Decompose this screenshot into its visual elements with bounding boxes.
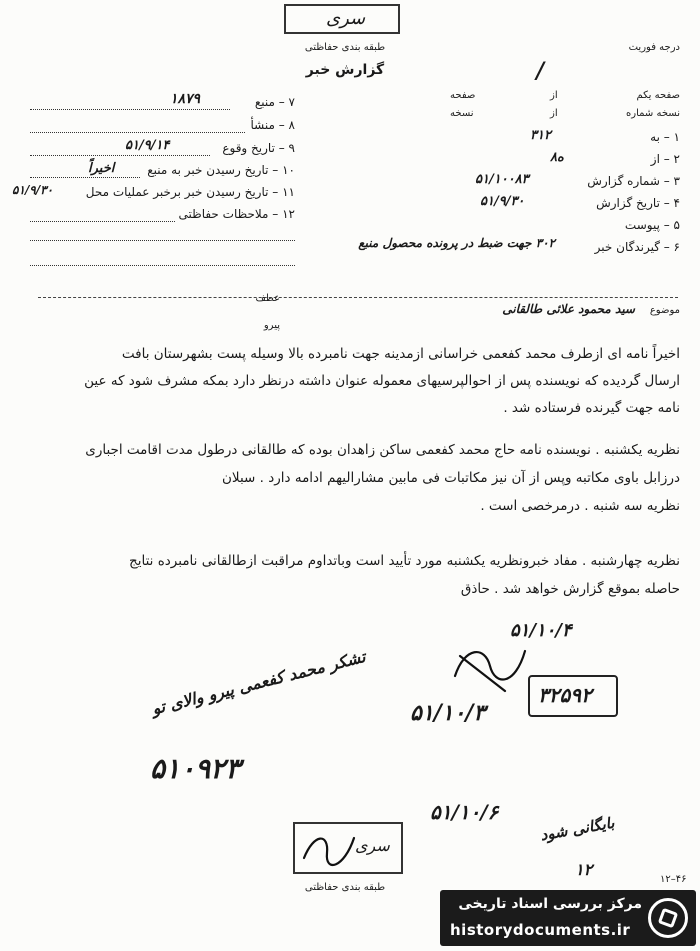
report-number-value: ۵۱/۱۰۰۸۳ bbox=[475, 172, 529, 187]
subject-label: موضوع bbox=[649, 305, 680, 316]
field-received-source-line bbox=[30, 177, 140, 178]
field-event-date-label: ۹ – تاریخ وقوع bbox=[222, 141, 295, 155]
field-security-notes-line bbox=[30, 221, 175, 222]
field-received-ops-value: ۵۱/۹/۳۰ bbox=[12, 183, 53, 197]
body-line-2: ارسال گردیده که نویسنده پس از احوالپرسیهای معموله عنوان داشته درنظر دارد بمکه مشرف شود که عین bbox=[84, 373, 680, 389]
field-received-source-label: ۱۰ – تاریخ رسیدن خبر به منبع bbox=[147, 163, 295, 177]
body-line-6: نظریه سه شنبه . درمرخصی است . bbox=[480, 498, 680, 514]
field-origin-line bbox=[30, 132, 245, 133]
body-line-5: درزابل باوی مکاتبه وپس از آن نیز مکاتبات فی مابین مشارالیهم ادامه دارد . سبلان bbox=[222, 470, 680, 486]
page-code: ۱۲–۴۶ bbox=[660, 874, 687, 885]
priority-label: درجه فوریت bbox=[628, 42, 680, 53]
attachment-label: ۵ – پیوست bbox=[624, 218, 680, 232]
field-source-value: ۱۸۷۹ bbox=[170, 91, 201, 107]
to-label: ۱ – به bbox=[650, 130, 680, 144]
from-label: ۲ – از bbox=[650, 152, 680, 166]
classification-label: طبقه بندی حفاظتی bbox=[304, 42, 386, 53]
field-source-line bbox=[30, 109, 230, 110]
body-line-1: اخیراً نامه ای ازطرف محمد کفعمی خراسانی ازمدینه جهت نامبرده بالا وسیله پست بشهرستان بافت bbox=[121, 346, 680, 362]
bottom-classification-stamp bbox=[293, 822, 403, 874]
copy-of: از bbox=[550, 108, 558, 119]
field-source-label: ۷ – منبع bbox=[254, 95, 295, 109]
field-security-notes-label: ۱۲ – ملاحظات حفاظتی bbox=[178, 207, 295, 221]
section-divider bbox=[38, 297, 678, 298]
watermark-url: historydocuments.ir bbox=[450, 921, 631, 939]
page-label: صفحه یکم bbox=[636, 90, 680, 101]
notes-line-3 bbox=[30, 265, 295, 266]
notes-line-2 bbox=[30, 240, 295, 241]
field-event-date-line bbox=[30, 155, 210, 156]
archive-logo-icon bbox=[648, 898, 688, 938]
page-suffix: صفحه bbox=[450, 90, 476, 101]
form-title: گزارش خبر bbox=[305, 62, 385, 78]
from-value: ۸ه bbox=[550, 150, 564, 165]
bottom-stamp-text: سری bbox=[355, 836, 390, 855]
peyro-label: پیرو bbox=[263, 320, 280, 331]
body-line-7: نظریه چهارشنبه . مفاد خبرونظریه یکشنبه مورد تأیید است وباتداوم مراقبت ازطالقانی نامبرده نتایج bbox=[129, 553, 680, 569]
date-stamp-1: ۵۱/۱۰/۴ bbox=[510, 620, 572, 641]
copy-suffix: نسخه bbox=[450, 108, 474, 119]
top-stamp-text: سری bbox=[326, 8, 366, 29]
recipients-label: ۶ – گیرندگان خبر bbox=[594, 240, 680, 254]
priority-mark: / bbox=[536, 58, 545, 84]
watermark-title: مرکز بررسی اسناد تاریخی bbox=[458, 896, 642, 912]
field-event-date-value: ۵۱/۹/۱۴ bbox=[125, 138, 170, 153]
report-number-label: ۳ – شماره گزارش bbox=[587, 174, 680, 188]
subject-value: سید محمود علائی طالقانی bbox=[502, 302, 635, 316]
archive-number-box bbox=[528, 675, 618, 717]
copy-label: نسخه شماره bbox=[626, 108, 680, 119]
handwritten-code: ۵۱۰۹۲۳ bbox=[150, 752, 241, 785]
body-line-4: نظریه یکشنبه . نویسنده نامه حاج محمد کفعمی ساکن زاهدان بوده که طالقانی درطول مدت اقامت اجباری bbox=[85, 442, 680, 458]
body-line-8: حاصله بموقع گزارش خواهد شد . حاذق bbox=[460, 581, 680, 597]
field-received-source-value: اخیراً bbox=[88, 161, 115, 176]
top-classification-stamp bbox=[284, 4, 400, 34]
field-received-ops-label: ۱۱ – تاریخ رسیدن خبر برخبر عملیات محل bbox=[85, 185, 295, 199]
field-origin-label: ۸ – منشأ bbox=[250, 118, 295, 132]
bottom-classification-label: طبقه بندی حفاظتی bbox=[304, 882, 386, 893]
report-date-value: ۵۱/۹/۳۰ bbox=[480, 194, 525, 209]
right-fields bbox=[12, 91, 295, 225]
handwritten-note: تشکر محمد کفعمی پیرو والای تو bbox=[150, 646, 368, 719]
to-value: ۳۱۲ bbox=[530, 128, 551, 143]
left-fields bbox=[320, 90, 680, 260]
recipients-value: ۳۰۲ جهت ضبط در پرونده محصول منبع bbox=[358, 236, 555, 250]
signature-scribble bbox=[299, 828, 359, 872]
report-date-label: ۴ – تاریخ گزارش bbox=[596, 196, 680, 210]
archive-number: ۳۲۵۹۲ bbox=[538, 683, 592, 707]
initials-scribble bbox=[445, 636, 535, 696]
handwritten-date-1: ۵۱/۱۰/۳ bbox=[410, 700, 486, 726]
bottom-initials: ۱۲ bbox=[575, 860, 593, 879]
handwritten-date-2: ۵۱/۱۰/۶ bbox=[430, 800, 499, 824]
atf-label: عطف bbox=[255, 293, 280, 304]
body-line-3: نامه جهت گیرنده فرستاده شد . bbox=[503, 400, 680, 416]
bottom-note: بایگانی شود bbox=[539, 813, 616, 845]
watermark bbox=[440, 890, 696, 946]
page-of: از bbox=[550, 90, 558, 101]
